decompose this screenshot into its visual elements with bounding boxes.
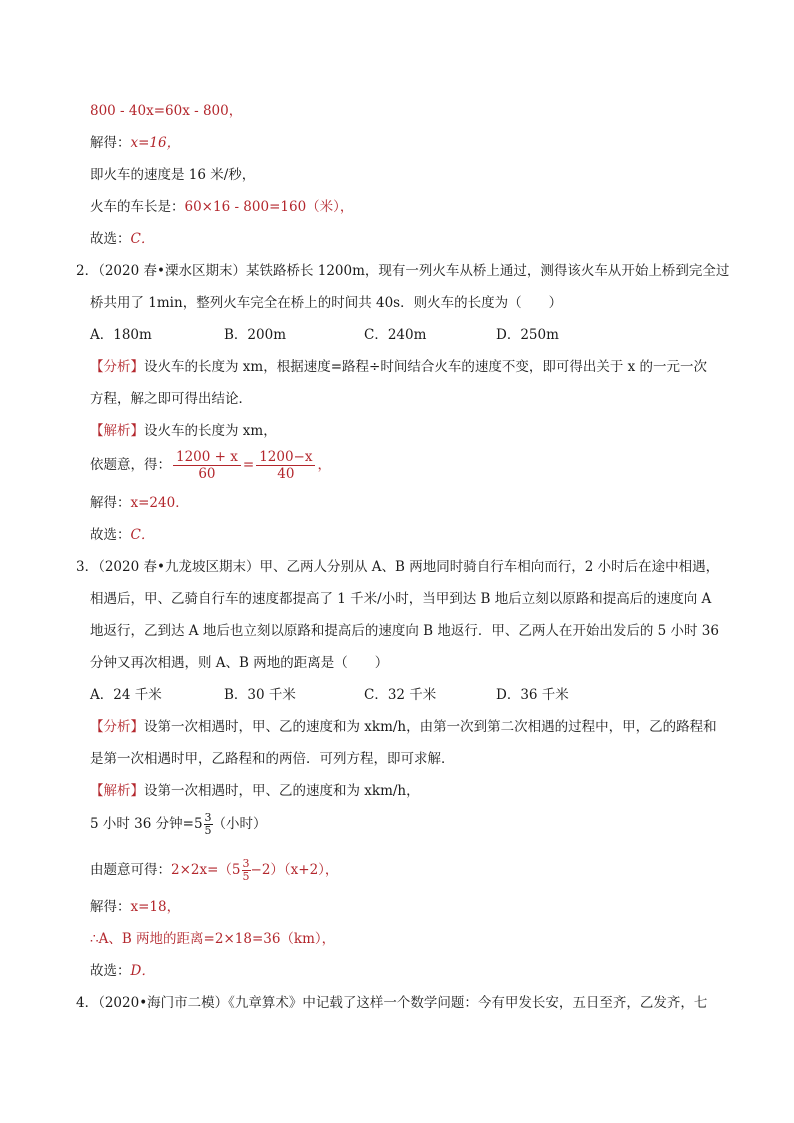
value: x=240．: [130, 495, 189, 511]
label: 由题意可得：: [90, 862, 171, 878]
q2-stem-line2: [90, 293, 562, 313]
question-text: 地返行，乙到达 A 地后也立刻以原路和提高后的速度向 B 地返行．甲、乙两人在开始出发后的 5 小时 36: [90, 623, 719, 639]
text: （小时）: [212, 816, 267, 832]
label: 解得：: [90, 495, 131, 511]
sol1-line2: [90, 133, 180, 153]
value: C．: [130, 527, 155, 543]
q3-option-c[interactable]: [364, 685, 436, 705]
option-label: D．36 千米: [496, 687, 569, 703]
q3-analysis-line2: [90, 749, 455, 769]
punct: ，: [317, 457, 331, 473]
q3-stem-line1: [76, 557, 719, 577]
value: x=18，: [130, 899, 181, 915]
analysis-text: 设第一次相遇时，甲、乙的速度和为 xkm/h，由第一次到第二次相遇的过程中，甲，乙的路程和: [144, 719, 717, 735]
text: 5 小时 36 分钟=5: [90, 816, 203, 832]
option-label: D．250m: [496, 327, 559, 343]
q2-analysis-line1: [90, 357, 707, 377]
sol1-line4: [90, 197, 353, 217]
label: 故选：: [90, 231, 131, 247]
numerator: 1200 + x: [173, 449, 241, 466]
fraction: [242, 858, 251, 883]
question-text: （2020 春•溧水区期末）某铁路桥长 1200m，现有一列火车从桥上通过，测得该火车从开始上桥到完全过: [98, 263, 730, 279]
q2-option-c[interactable]: [364, 325, 426, 345]
q2-option-b[interactable]: [224, 325, 286, 345]
question-number: 4．: [76, 995, 99, 1011]
analysis-tag: 【分析】: [90, 719, 144, 735]
sol1-line3: [90, 165, 255, 185]
value: x=16，: [130, 135, 181, 151]
sol1-line5: [90, 229, 154, 249]
value: 60×16 - 800=160（米），: [184, 199, 354, 215]
q3-choose: [90, 961, 155, 981]
solution-tag: 【解析】: [90, 783, 144, 799]
q2-option-d[interactable]: [496, 325, 559, 345]
analysis-tag: 【分析】: [90, 359, 144, 375]
denominator: 5: [242, 870, 250, 883]
q2-solution-line1: [90, 421, 277, 441]
label: 故选：: [90, 963, 131, 979]
q2-choose: [90, 525, 154, 545]
question-text: （2020•海门市二模）《九章算术》中记载了这样一个数学问题：今有甲发长安，五日至齐，乙发齐，七: [98, 995, 708, 1011]
q3-stem-line4: [90, 653, 388, 673]
q3-stem-line2: [90, 589, 711, 609]
solution-tag: 【解析】: [90, 423, 144, 439]
text: 即火车的速度是 16 米/秒，: [90, 167, 256, 183]
analysis-text: 方程，解之即可得出结论．: [90, 391, 252, 407]
denominator: 60: [198, 466, 216, 482]
fraction-left: [173, 449, 241, 482]
denominator: 40: [277, 466, 295, 482]
q3-analysis-line1: [90, 717, 717, 737]
question-text: 分钟又再次相遇，则 A、B 两地的距离是（ ）: [90, 655, 389, 671]
q2-equation: [90, 447, 331, 483]
q3-equation: [90, 856, 338, 884]
denominator: 5: [204, 824, 212, 837]
question-number: 3．: [76, 559, 99, 575]
analysis-text: 是第一次相遇时甲，乙路程和的两倍．可列方程，即可求解．: [90, 751, 455, 767]
equals: =: [242, 457, 255, 473]
option-label: A．24 千米: [90, 687, 162, 703]
q2-stem-line1: [76, 261, 729, 281]
question-text: 相遇后，甲、乙骑自行车的速度都提高了 1 千米/小时，当甲到达 B 地后立刻以原路和提高后的速度向 A: [90, 591, 712, 607]
q2-option-a[interactable]: [90, 325, 152, 345]
q3-distance: [90, 929, 335, 949]
q3-option-d[interactable]: [496, 685, 569, 705]
analysis-text: 设火车的长度为 xm，根据速度=路程÷时间结合火车的速度不变，即可得出关于 x 的一元一次: [144, 359, 708, 375]
q3-option-a[interactable]: [90, 685, 162, 705]
numerator: 1200−x: [256, 449, 315, 466]
question-text: （2020 春•九龙坡区期末）甲、乙两人分别从 A、B 两地同时骑自行车相向而行，2 小时后在途中相遇，: [98, 559, 720, 575]
numerator: 3: [242, 857, 250, 870]
question-text: 桥共用了 1min，整列火车完全在桥上的时间共 40s．则火车的长度为（ ）: [90, 295, 563, 311]
label: 故选：: [90, 527, 131, 543]
fraction-right: [256, 449, 315, 482]
q2-analysis-line2: [90, 389, 252, 409]
question-number: 2．: [76, 263, 99, 279]
q3-option-b[interactable]: [224, 685, 296, 705]
value: D．: [130, 963, 155, 979]
q3-solution-line1: [90, 781, 420, 801]
option-label: C．32 千米: [364, 687, 437, 703]
q3-stem-line3: [90, 621, 719, 641]
q4-stem-line1: [76, 993, 707, 1013]
equation-text: −2）（x+2），: [250, 862, 339, 878]
label: 解得：: [90, 899, 131, 915]
numerator: 3: [204, 811, 212, 824]
q3-solve: [90, 897, 180, 917]
option-label: A．180m: [90, 327, 152, 343]
solution-text: 设第一次相遇时，甲、乙的速度和为 xkm/h，: [144, 783, 420, 799]
equation-text: 800 - 40x=60x - 800，: [90, 103, 243, 119]
value: C．: [130, 231, 155, 247]
label: 解得：: [90, 135, 131, 151]
equation-text: 2×2x=（5: [171, 862, 241, 878]
label: 依题意，得：: [90, 457, 171, 473]
result-text: ∴A、B 两地的距离=2×18=36（km），: [90, 931, 336, 947]
option-label: B．200m: [224, 327, 286, 343]
option-label: B．30 千米: [224, 687, 296, 703]
label: 火车的车长是：: [90, 199, 185, 215]
fraction: [204, 812, 213, 837]
option-label: C．240m: [364, 327, 427, 343]
sol1-line1: [90, 101, 242, 121]
q2-solve: [90, 493, 189, 513]
solution-text: 设火车的长度为 xm，: [144, 423, 277, 439]
q3-time-conversion: [90, 810, 267, 838]
